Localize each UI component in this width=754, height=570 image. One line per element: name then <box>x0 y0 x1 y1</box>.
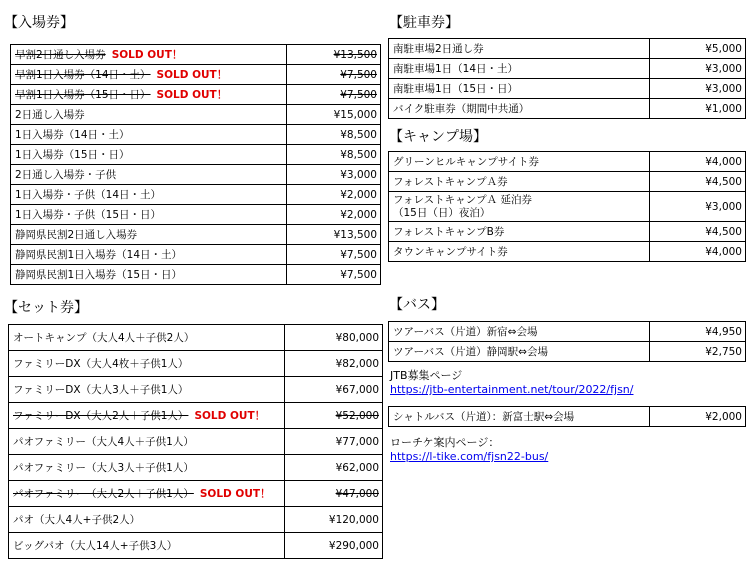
ticket-name-cell <box>389 222 650 242</box>
jtb-link[interactable]: https://jtb-entertainment.net/tour/2022/fjsn/ <box>390 383 634 396</box>
ticket-row <box>11 105 381 125</box>
ticket-name-cell <box>11 205 287 225</box>
ticket-name: シャトルバス（片道）：新富士駅⇔会場 <box>389 407 650 427</box>
ticket-name-cell <box>389 342 650 362</box>
ticket-price: ¥2,000 <box>650 407 746 427</box>
ticket-row <box>389 242 746 262</box>
ticket-name: フォレストキャンプＡ券 <box>393 176 508 188</box>
sold-out-label: SOLD OUT！ <box>199 488 271 500</box>
camp-heading: 【キャンプ場】 <box>389 129 487 145</box>
ticket-name-cell <box>11 185 287 205</box>
ticket-price-cell <box>285 403 383 429</box>
ticket-price: ¥13,500 <box>333 48 377 61</box>
ticket-price-cell <box>287 245 381 265</box>
ticket-price-cell <box>650 242 746 262</box>
camp-table <box>388 151 746 262</box>
ticket-price: ¥2,000 <box>340 188 377 201</box>
sold-out-label: SOLD OUT！ <box>194 410 266 422</box>
ticket-name-cell <box>9 351 285 377</box>
ticket-name: グリーンヒルキャンプサイト券 <box>393 156 540 168</box>
ticket-row <box>9 507 383 533</box>
ticket-price: ¥67,000 <box>335 383 379 396</box>
ticket-name: パオファミリー（大人2人＋子供1人） <box>13 488 194 500</box>
sold-out-label: SOLD OUT！ <box>156 89 228 101</box>
ticket-price: ¥62,000 <box>335 461 379 474</box>
ticket-name-cell <box>9 455 285 481</box>
ticket-name-cell <box>9 429 285 455</box>
ticket-row <box>11 85 381 105</box>
ticket-price-cell <box>285 455 383 481</box>
ticket-name-cell <box>389 99 650 119</box>
ticket-price: ¥4,000 <box>705 245 742 258</box>
admission-table <box>10 44 381 285</box>
ticket-price-cell <box>287 145 381 165</box>
ticket-price: ¥120,000 <box>328 513 379 526</box>
ticket-price: ¥4,950 <box>705 325 742 338</box>
ticket-price: ¥3,000 <box>705 62 742 75</box>
ticket-price: ¥4,500 <box>705 175 742 188</box>
jtb-label: JTB募集ページ <box>390 369 463 382</box>
ticket-price-cell <box>287 165 381 185</box>
ticket-name-cell <box>389 172 650 192</box>
ticket-price: ¥3,000 <box>705 200 742 213</box>
ticket-name: ビッグパオ（大人14人+子供3人） <box>13 540 178 552</box>
ticket-price-cell <box>285 377 383 403</box>
ticket-price-cell <box>650 172 746 192</box>
ticket-price: ¥1,000 <box>705 102 742 115</box>
ticket-name: ファミリーDX（大人4枚＋子供1人） <box>13 358 189 370</box>
ticket-row <box>11 245 381 265</box>
ticket-name: パオファミリー（大人4人＋子供1人） <box>13 436 194 448</box>
ticket-name: タウンキャンプサイト券 <box>393 246 508 258</box>
ticket-row <box>11 65 381 85</box>
ticket-price: ¥15,000 <box>333 108 377 121</box>
ticket-name: 早割1日入場券（15日・日） <box>15 89 151 101</box>
ticket-row <box>11 165 381 185</box>
admission-heading: 【入場券】 <box>4 15 74 31</box>
ticket-name: 1日入場券（15日・日） <box>15 149 130 161</box>
ticket-price-cell <box>287 265 381 285</box>
ticket-row <box>389 192 746 222</box>
ticket-price-cell <box>287 85 381 105</box>
shuttle-row <box>389 407 746 427</box>
ticket-row <box>11 185 381 205</box>
ticket-price: ¥7,500 <box>340 68 377 81</box>
ticket-name-cell <box>389 242 650 262</box>
ticket-row <box>9 351 383 377</box>
ticket-price-cell <box>650 322 746 342</box>
ticket-row <box>11 125 381 145</box>
ticket-row <box>389 342 746 362</box>
ticket-price: ¥47,000 <box>335 487 379 500</box>
ticket-price: ¥82,000 <box>335 357 379 370</box>
ticket-name-cell <box>11 65 287 85</box>
ticket-price-cell <box>287 45 381 65</box>
ticket-price-cell <box>650 39 746 59</box>
ticket-name-cell <box>11 245 287 265</box>
ticket-name: 南駐車場1日（14日・土） <box>393 63 519 75</box>
ticket-price-cell <box>287 65 381 85</box>
ticket-name-cell <box>9 533 285 559</box>
ticket-row <box>389 222 746 242</box>
ticket-name-cell <box>389 39 650 59</box>
ticket-name: ツアーバス（片道）静岡駅⇔会場 <box>393 346 548 358</box>
ticket-price-cell <box>287 185 381 205</box>
ticket-name-cell <box>11 145 287 165</box>
ticket-name-cell <box>11 225 287 245</box>
ticket-row <box>11 265 381 285</box>
ticket-row <box>9 377 383 403</box>
ticket-row <box>9 533 383 559</box>
ticket-price: ¥4,000 <box>705 155 742 168</box>
ticket-price-cell <box>285 533 383 559</box>
ticket-name: 静岡県民割2日通し入場券 <box>15 229 138 241</box>
ticket-row <box>11 45 381 65</box>
ticket-name-cell <box>9 325 285 351</box>
ticket-price: ¥2,000 <box>340 208 377 221</box>
ticket-name-cell <box>11 105 287 125</box>
ticket-name: フォレストキャンプＡ 延泊券 （15日（日）夜泊） <box>393 193 532 219</box>
ticket-price: ¥80,000 <box>335 331 379 344</box>
ticket-price: ¥3,000 <box>705 82 742 95</box>
ticket-name-cell <box>389 192 650 222</box>
ticket-price-cell <box>650 79 746 99</box>
ticket-name: 南駐車場2日通し券 <box>393 43 484 55</box>
parking-heading: 【駐車券】 <box>389 15 459 31</box>
set-table <box>8 324 383 559</box>
set-heading: 【セット券】 <box>4 300 88 316</box>
ticket-name-cell <box>11 85 287 105</box>
ticket-name: 南駐車場1日（15日・日） <box>393 83 519 95</box>
ticket-price: ¥77,000 <box>335 435 379 448</box>
ticket-price: ¥52,000 <box>335 409 379 422</box>
ticket-name: フォレストキャンプB券 <box>393 226 505 238</box>
ticket-name-cell <box>9 481 285 507</box>
ticket-name: 早割1日入場券（14日・土） <box>15 69 151 81</box>
shuttle-table <box>388 406 746 427</box>
ticket-name-cell <box>11 125 287 145</box>
ticket-name: オートキャンプ（大人4人＋子供2人） <box>13 332 195 344</box>
ticket-name-cell <box>11 265 287 285</box>
ticket-name: 2日通し入場券 <box>15 109 85 121</box>
ticket-name: 早割2日通し入場券 <box>15 49 106 61</box>
ticket-name-cell <box>9 403 285 429</box>
lawson-ticket-link[interactable]: https://l-tike.com/fjsn22-bus/ <box>390 450 549 463</box>
ticket-row <box>11 225 381 245</box>
ticket-price-cell <box>650 99 746 119</box>
ticket-row <box>389 59 746 79</box>
ticket-price-cell <box>285 325 383 351</box>
ticket-row <box>389 322 746 342</box>
ticket-price-cell <box>285 351 383 377</box>
bus-heading: 【バス】 <box>389 297 445 313</box>
ticket-price-cell <box>650 192 746 222</box>
ticket-row <box>9 429 383 455</box>
sold-out-label: SOLD OUT！ <box>111 49 183 61</box>
ticket-price-cell <box>650 59 746 79</box>
ticket-price-cell <box>287 205 381 225</box>
ticket-name: 静岡県民割1日入場券（14日・土） <box>15 249 183 261</box>
ticket-row <box>9 455 383 481</box>
ticket-price-cell <box>285 429 383 455</box>
ticket-name-cell <box>11 165 287 185</box>
ticket-price-cell <box>285 507 383 533</box>
ticket-row <box>389 39 746 59</box>
ticket-name-cell <box>389 59 650 79</box>
ticket-row <box>389 152 746 172</box>
ticket-price: ¥8,500 <box>340 148 377 161</box>
ticket-price: ¥7,500 <box>340 88 377 101</box>
ticket-row <box>11 145 381 165</box>
bus-table <box>388 321 746 362</box>
ticket-name-cell <box>9 377 285 403</box>
parking-table <box>388 38 746 119</box>
ticket-name: ファミリーDX（大人3人＋子供1人） <box>13 384 189 396</box>
ticket-price: ¥7,500 <box>340 268 377 281</box>
ticket-row <box>9 325 383 351</box>
ticket-price: ¥8,500 <box>340 128 377 141</box>
ticket-price: ¥5,000 <box>705 42 742 55</box>
ticket-name-cell <box>9 507 285 533</box>
ticket-row <box>11 205 381 225</box>
sold-out-label: SOLD OUT！ <box>156 69 228 81</box>
ticket-price-cell <box>650 222 746 242</box>
ticket-price-cell <box>285 481 383 507</box>
ticket-name: 静岡県民割1日入場券（15日・日） <box>15 269 183 281</box>
ticket-name-cell <box>389 79 650 99</box>
ticket-price: ¥3,000 <box>340 168 377 181</box>
ticket-row <box>389 99 746 119</box>
ticket-row <box>389 172 746 192</box>
ticket-name: ファミリーDX（大人2人＋子供1人） <box>13 410 189 422</box>
ticket-name-cell <box>389 152 650 172</box>
ticket-row <box>389 79 746 99</box>
ticket-name: バイク駐車券（期間中共通） <box>393 103 530 115</box>
lawson-ticket-label: ローチケ案内ページ： <box>390 436 500 449</box>
ticket-price-cell <box>287 225 381 245</box>
ticket-price-cell <box>287 105 381 125</box>
ticket-name: パオ（大人4人+子供2人） <box>13 514 141 526</box>
ticket-price-cell <box>650 342 746 362</box>
ticket-name: 1日入場券・子供（14日・土） <box>15 189 162 201</box>
ticket-price-cell <box>650 152 746 172</box>
ticket-name-cell <box>11 45 287 65</box>
ticket-name: ツアーバス（片道）新宿⇔会場 <box>393 326 538 338</box>
ticket-row <box>9 481 383 507</box>
ticket-name: 2日通し入場券・子供 <box>15 169 117 181</box>
ticket-price: ¥4,500 <box>705 225 742 238</box>
ticket-price: ¥13,500 <box>333 228 377 241</box>
ticket-price: ¥290,000 <box>328 539 379 552</box>
ticket-row <box>9 403 383 429</box>
ticket-name: 1日入場券・子供（15日・日） <box>15 209 162 221</box>
ticket-name: 1日入場券（14日・土） <box>15 129 130 141</box>
ticket-price: ¥7,500 <box>340 248 377 261</box>
ticket-name-cell <box>389 322 650 342</box>
ticket-price: ¥2,750 <box>705 345 742 358</box>
ticket-name: パオファミリー（大人3人＋子供1人） <box>13 462 194 474</box>
ticket-price-cell <box>287 125 381 145</box>
